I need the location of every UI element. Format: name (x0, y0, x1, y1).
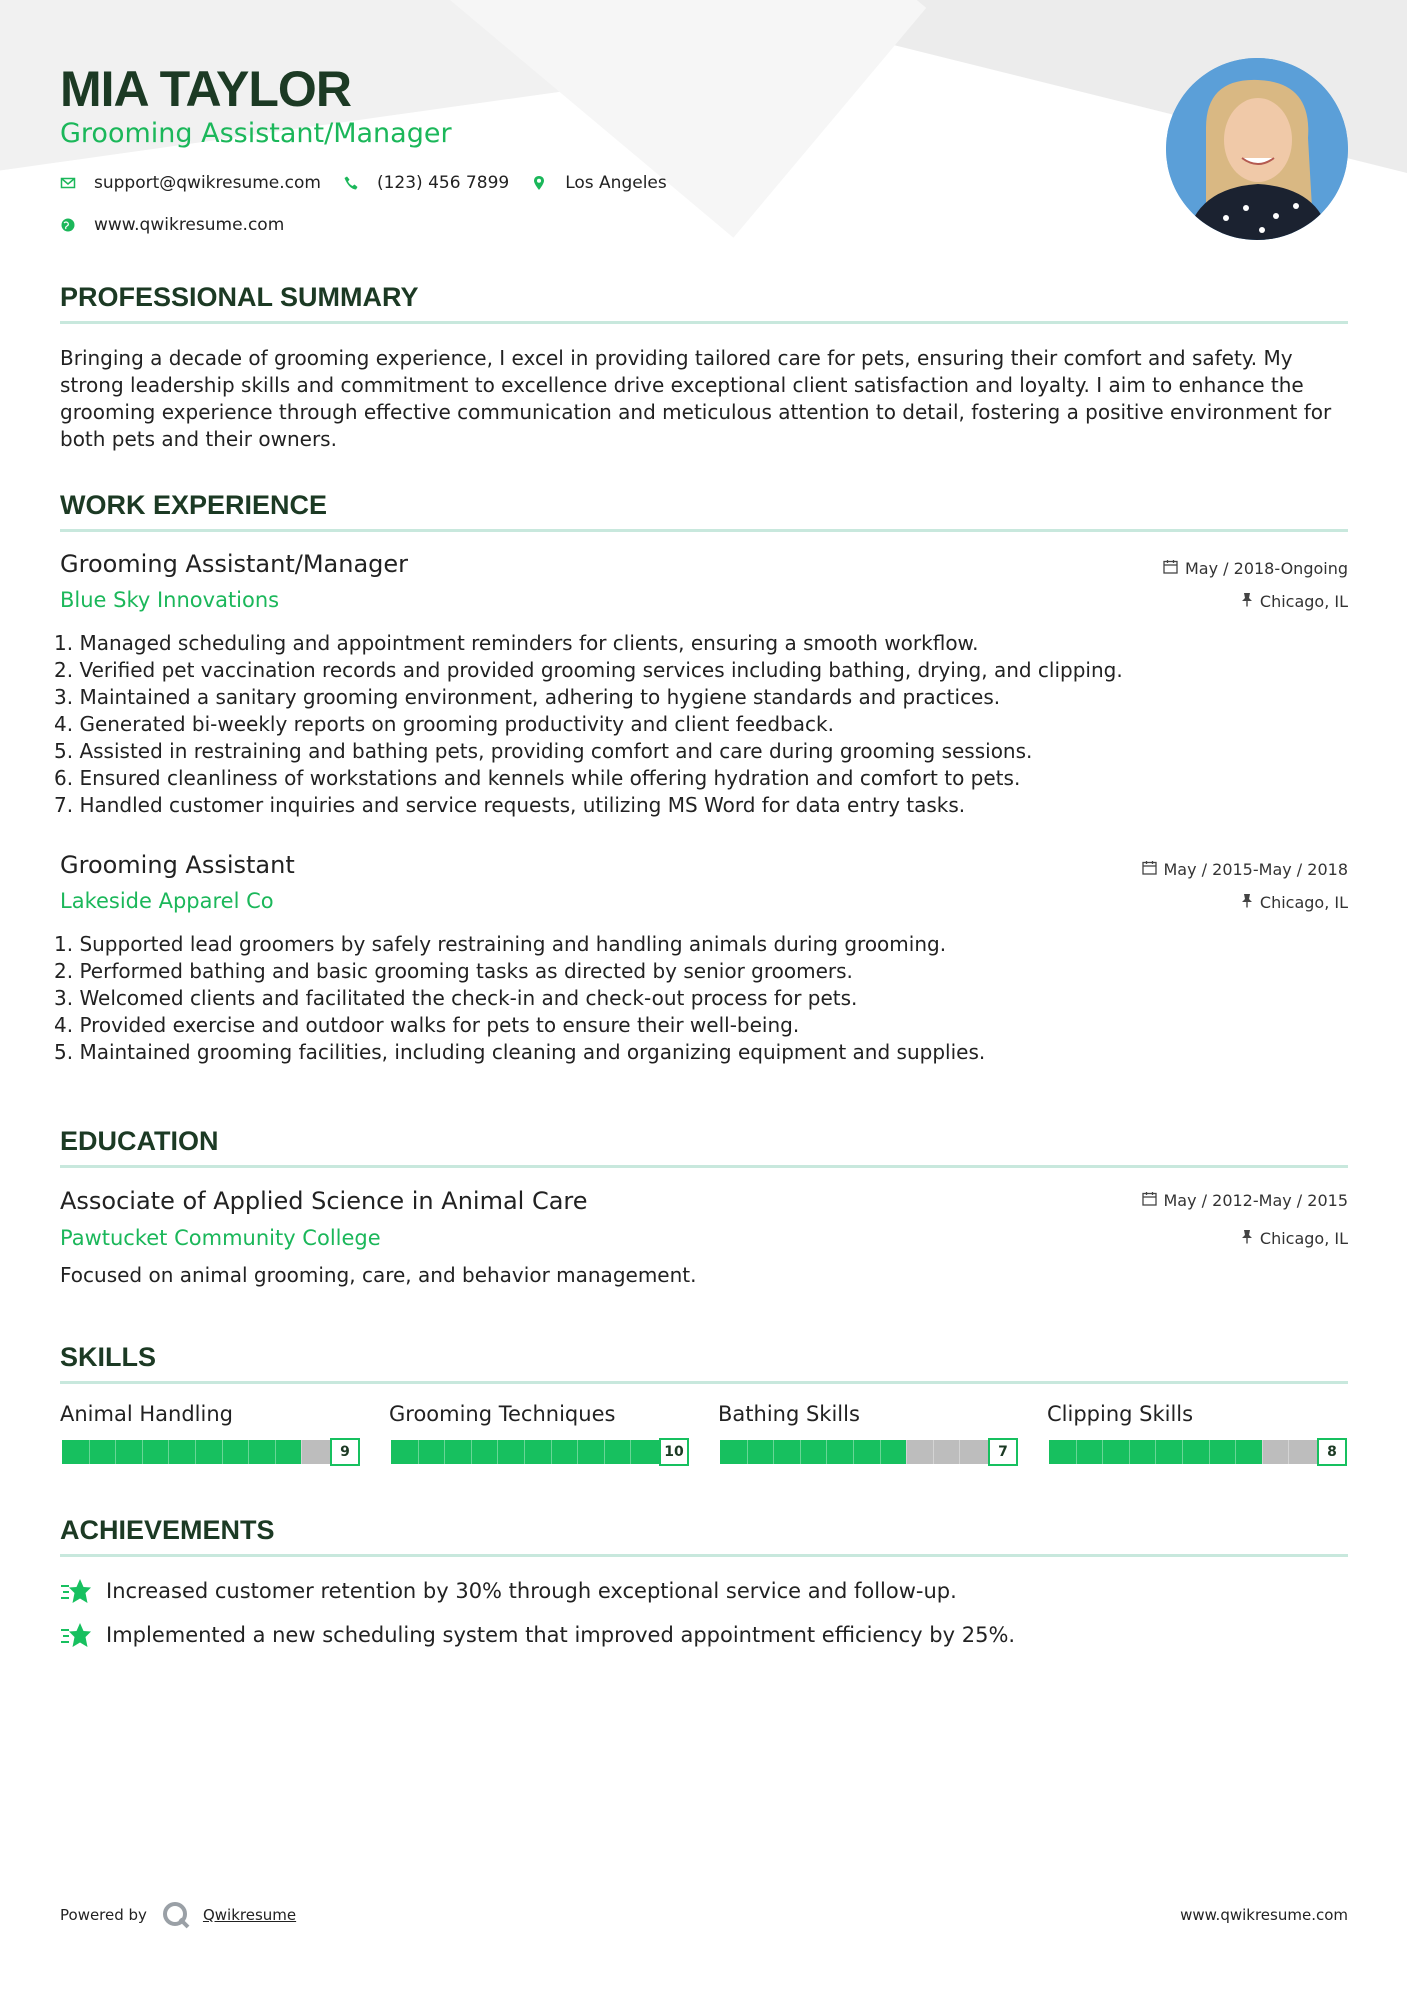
skill-bar-segment (222, 1440, 223, 1464)
list-item: 2. Performed bathing and basic grooming tasks as directed by senior groomers. (54, 959, 853, 983)
calendar-icon (1142, 860, 1157, 879)
skill-bar-fill (62, 1440, 301, 1464)
skill-bar-segment (89, 1440, 90, 1464)
profile-photo (1166, 58, 1348, 240)
skill-level: 7 (988, 1438, 1018, 1466)
achievements-heading: ACHIEVEMENTS (60, 1515, 275, 1545)
skill-bar-segment (853, 1440, 854, 1464)
skill-name: Animal Handling (60, 1402, 233, 1426)
skill-bar-segment (1076, 1440, 1077, 1464)
footer-powered-by (60, 1900, 296, 1930)
list-item: 7. Handled customer inquiries and service requests, utilizing MS Word for data entry tasks. (54, 793, 966, 817)
skill-item (1047, 1402, 1347, 1466)
skill-bar-segment (1209, 1440, 1210, 1464)
qwikresume-link[interactable]: Qwikresume (202, 1906, 297, 1924)
website-link[interactable]: www.qwikresume.com (94, 215, 285, 235)
degree-title: Associate of Applied Science in Animal Care (60, 1187, 588, 1215)
section-divider (60, 1165, 1348, 1168)
job-company: Lakeside Apparel Co (60, 889, 274, 913)
skill-level: 8 (1317, 1438, 1347, 1466)
list-item: 3. Welcomed clients and facilitated the check-in and check-out process for pets. (54, 986, 858, 1010)
skill-bar-segment (248, 1440, 249, 1464)
skills-heading: SKILLS (60, 1342, 157, 1372)
contact-row-secondary (60, 215, 306, 235)
skill-item (718, 1402, 1018, 1466)
map-pin-icon (531, 175, 547, 191)
calendar-icon (1163, 559, 1178, 578)
skill-bar-segment (630, 1440, 631, 1464)
skill-bar-segment (880, 1440, 881, 1464)
skill-bar-segment (1155, 1440, 1156, 1464)
skill-bar-segment (551, 1440, 552, 1464)
skill-bar-segment (1182, 1440, 1183, 1464)
list-item: 5. Assisted in restraining and bathing pets, providing comfort and care during grooming sessions. (54, 739, 1033, 763)
section-divider (60, 1554, 1348, 1557)
star-award-icon (60, 1577, 92, 1605)
achievement-text: Increased customer retention by 30% through exceptional service and follow-up. (106, 1579, 957, 1603)
skill-bar-segment (826, 1440, 827, 1464)
candidate-role: Grooming Assistant/Manager (60, 118, 452, 149)
school-name: Pawtucket Community College (60, 1226, 381, 1250)
skill-bar-segment (747, 1440, 748, 1464)
skill-bar-segment (1235, 1440, 1236, 1464)
education-dates-text: May / 2012-May / 2015 (1163, 1191, 1348, 1210)
footer-url[interactable]: www.qwikresume.com (1180, 1906, 1348, 1924)
skill-bar-segment (195, 1440, 196, 1464)
skill-bar-segment (418, 1440, 419, 1464)
list-item: 1. Managed scheduling and appointment reminders for clients, ensuring a smooth workflow. (54, 631, 979, 655)
section-divider (60, 321, 1348, 324)
star-award-icon (60, 1621, 92, 1649)
experience-heading: WORK EXPERIENCE (60, 490, 328, 520)
skill-name: Grooming Techniques (389, 1402, 616, 1426)
skill-bar-segment (1102, 1440, 1103, 1464)
education-description: Focused on animal grooming, care, and behavior management. (60, 1263, 697, 1287)
skill-bar-segment (471, 1440, 472, 1464)
skill-bar-segment (1288, 1440, 1289, 1464)
skill-bar-segment (959, 1440, 960, 1464)
achievement-item (60, 1577, 957, 1605)
skill-item (60, 1402, 360, 1466)
summary-heading: PROFESSIONAL SUMMARY (60, 282, 419, 312)
pushpin-icon (1241, 1229, 1253, 1248)
job-bullets (54, 630, 1344, 819)
skill-bar (389, 1438, 689, 1466)
skill-bar-segment (444, 1440, 445, 1464)
education-location-text: Chicago, IL (1259, 1229, 1348, 1248)
list-item: 6. Ensured cleanliness of workstations and kennels while offering hydration and comfort to pets. (54, 766, 1021, 790)
education-dates (1142, 1191, 1349, 1210)
achievement-text: Implemented a new scheduling system that improved appointment efficiency by 25%. (106, 1623, 1016, 1647)
pushpin-icon (1241, 592, 1253, 611)
job-bullets (54, 931, 1344, 1066)
skill-bar-segment (933, 1440, 934, 1464)
achievement-item (60, 1621, 1015, 1649)
job-dates (1163, 559, 1348, 578)
powered-by-label: Powered by (60, 1906, 147, 1924)
skill-bar-segment (906, 1440, 907, 1464)
pushpin-icon (1241, 893, 1253, 912)
education-heading: EDUCATION (60, 1126, 219, 1156)
list-item: 3. Maintained a sanitary grooming environment, adhering to hygiene standards and practices. (54, 685, 1001, 709)
skill-level: 10 (659, 1438, 689, 1466)
job-title: Grooming Assistant (60, 851, 295, 879)
skill-bar-segment (604, 1440, 605, 1464)
skill-bar-segment (524, 1440, 525, 1464)
skill-bar-segment (1262, 1440, 1263, 1464)
skill-bar-segment (275, 1440, 276, 1464)
list-item: 5. Maintained grooming facilities, including cleaning and organizing equipment and supplies. (54, 1040, 986, 1064)
calendar-icon (1142, 1191, 1157, 1210)
education-location (1241, 1229, 1348, 1248)
list-item: 1. Supported lead groomers by safely restraining and handling animals during grooming. (54, 932, 947, 956)
skill-bar (1047, 1438, 1347, 1466)
skill-bar-segment (773, 1440, 774, 1464)
job-dates-text: May / 2018-Ongoing (1185, 559, 1348, 578)
phone-number: (123) 456 7899 (376, 173, 510, 193)
skill-name: Bathing Skills (718, 1402, 860, 1426)
job-location (1241, 592, 1348, 611)
location-text: Los Angeles (565, 173, 667, 193)
skill-bar (718, 1438, 1018, 1466)
section-divider (60, 1381, 1348, 1384)
skill-bar (60, 1438, 360, 1466)
list-item: 4. Provided exercise and outdoor walks for pets to ensure their well-being. (54, 1013, 800, 1037)
skill-bar-segment (577, 1440, 578, 1464)
job-company: Blue Sky Innovations (60, 588, 280, 612)
skill-bar-segment (301, 1440, 302, 1464)
job-location-text: Chicago, IL (1259, 592, 1348, 611)
skill-bar-segment (142, 1440, 143, 1464)
skill-name: Clipping Skills (1047, 1402, 1194, 1426)
contact-row-primary (60, 173, 689, 193)
list-item: 2. Verified pet vaccination records and provided grooming services including bathing, drying, and clipping. (54, 658, 1123, 682)
job-title: Grooming Assistant/Manager (60, 550, 409, 578)
email-link[interactable]: support@qwikresume.com (94, 173, 321, 193)
job-location-text: Chicago, IL (1259, 893, 1348, 912)
skill-bar-segment (1129, 1440, 1130, 1464)
skill-bar-segment (115, 1440, 116, 1464)
job-location (1241, 893, 1348, 912)
skill-level: 9 (330, 1438, 360, 1466)
qwikresume-logo-icon (161, 1900, 191, 1930)
skill-bar-segment (497, 1440, 498, 1464)
skill-item (389, 1402, 689, 1466)
phone-icon (343, 175, 359, 191)
section-divider (60, 529, 1348, 532)
globe-icon (60, 217, 76, 233)
skill-bar-segment (800, 1440, 801, 1464)
job-dates (1142, 860, 1349, 879)
list-item: 4. Generated bi-weekly reports on grooming productivity and client feedback. (54, 712, 834, 736)
candidate-name: MIA TAYLOR (60, 61, 351, 117)
skill-bar-fill (391, 1440, 687, 1464)
summary-text: Bringing a decade of grooming experience, I excel in providing tailored care for pets, ensuring their comfort and safety. My strong leadership skills and commitment to excellence drive exceptional client satisfaction and loyalty. I aim to enhance the grooming experience through effective communication and meticulous attention to detail, fostering a positive environment for both pets and their owners. (60, 346, 1332, 451)
envelope-icon (60, 175, 76, 191)
skill-bar-segment (168, 1440, 169, 1464)
job-dates-text: May / 2015-May / 2018 (1163, 860, 1348, 879)
